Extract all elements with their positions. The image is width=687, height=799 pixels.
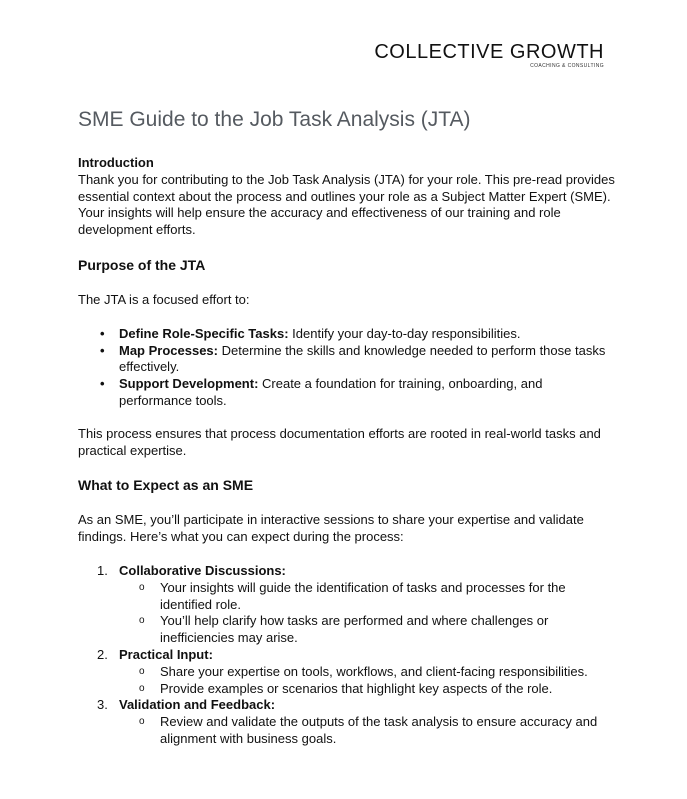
document-body — [78, 106, 618, 748]
sub-item-text: Provide examples or scenarios that highlight key aspects of the role. — [160, 680, 553, 696]
step-item — [78, 647, 618, 697]
circle-bullet-icon: o — [139, 665, 145, 677]
list-item — [78, 376, 618, 410]
sub-item — [119, 714, 618, 748]
expect-lead: As an SME, you’ll participate in interactive sessions to share your expertise and validate findings. Here’s what you can expect during the process: — [78, 512, 584, 545]
purpose-list — [78, 326, 618, 410]
item-text: Determine the skills and knowledge needed to perform those tasks effectively. — [119, 342, 606, 375]
step-sublist — [119, 664, 618, 698]
sub-item — [119, 613, 618, 647]
purpose-closing: This process ensures that process documentation efforts are rooted in real-world tasks and practical expertise. — [78, 425, 601, 458]
logo-wordmark: COLLECTIVE GROWTH — [374, 41, 604, 63]
purpose-lead: The JTA is a focused effort to: — [78, 291, 250, 307]
sub-item — [119, 580, 618, 614]
bullet-icon: • — [100, 376, 105, 392]
intro-paragraph: Thank you for contributing to the Job Task Analysis (JTA) for your role. This pre-read provides essential context about the process and outlines your role as a Subject Matter Expert (SME). Your insights will help ensure the accuracy and effectiveness of our training and role development efforts. — [78, 171, 615, 238]
list-item — [78, 343, 618, 377]
sub-item — [119, 664, 618, 681]
company-logo — [374, 42, 604, 69]
step-number: 2. — [97, 646, 108, 662]
bullet-icon: • — [100, 342, 105, 358]
logo-tagline: COACHING & CONSULTING — [530, 63, 604, 69]
circle-bullet-icon: o — [139, 716, 145, 728]
step-item — [78, 563, 618, 647]
item-label: Define Role-Specific Tasks: — [119, 325, 289, 341]
circle-bullet-icon: o — [139, 581, 145, 593]
item-text: Create a foundation for training, onboarding, and performance tools. — [119, 376, 543, 408]
step-number: 3. — [97, 697, 108, 713]
sub-item — [119, 681, 618, 698]
step-number: 1. — [97, 562, 108, 578]
step-item — [78, 697, 618, 747]
page-title: SME Guide to the Job Task Analysis (JTA) — [78, 108, 471, 131]
list-item — [78, 326, 618, 343]
circle-bullet-icon: o — [139, 615, 145, 627]
sub-item-text: You’ll help clarify how tasks are performed and where challenges or inefficiencies may arise. — [160, 613, 549, 646]
item-text: Identify your day-to-day responsibilities. — [288, 325, 521, 341]
sub-item-text: Your insights will guide the identification of tasks and processes for the identified role. — [160, 579, 566, 612]
intro-heading: Introduction — [78, 155, 154, 170]
sub-item-text: Share your expertise on tools, workflows, and client-facing responsibilities. — [160, 663, 588, 679]
purpose-heading: Purpose of the JTA — [78, 256, 206, 273]
step-title: Validation and Feedback: — [119, 697, 276, 713]
item-label: Map Processes: — [119, 342, 218, 358]
sub-item-text: Review and validate the outputs of the task analysis to ensure accuracy and alignment with business goals. — [160, 714, 598, 746]
expect-steps — [78, 563, 618, 748]
expect-heading: What to Expect as an SME — [78, 477, 254, 494]
step-title: Collaborative Discussions: — [119, 562, 286, 578]
bullet-icon: • — [100, 325, 105, 341]
step-sublist — [119, 714, 618, 748]
item-label: Support Development: — [119, 376, 259, 392]
step-title: Practical Input: — [119, 646, 213, 662]
step-sublist — [119, 580, 618, 647]
circle-bullet-icon: o — [139, 682, 145, 694]
